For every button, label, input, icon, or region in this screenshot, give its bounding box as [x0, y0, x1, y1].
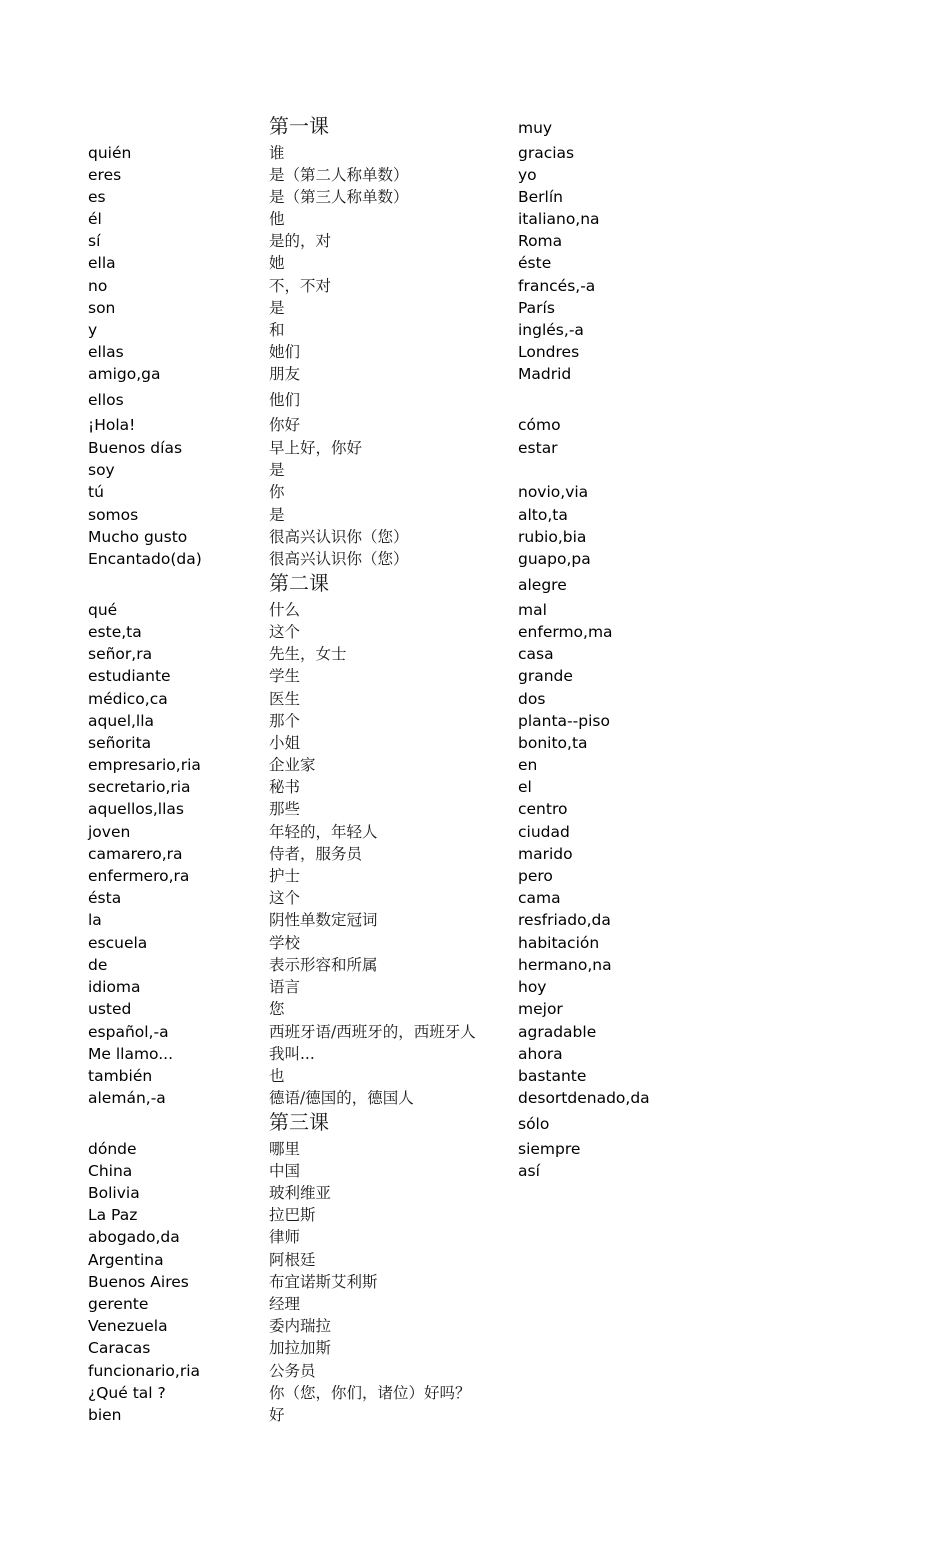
- spanish-word: secretario,ria: [88, 778, 191, 796]
- spanish-word-extra: gracias: [518, 144, 575, 162]
- spanish-word: ésta: [88, 889, 122, 907]
- chinese-meaning: 您: [269, 1000, 285, 1018]
- chinese-meaning: 那个: [269, 712, 301, 730]
- spanish-word: aquellos,llas: [88, 800, 184, 818]
- chinese-meaning: 什么: [269, 601, 301, 619]
- spanish-word-extra: hoy: [518, 978, 547, 996]
- spanish-word: ellas: [88, 343, 124, 361]
- spanish-word: médico,ca: [88, 690, 168, 708]
- spanish-word: escuela: [88, 934, 148, 952]
- spanish-word-extra: sólo: [518, 1115, 550, 1133]
- spanish-word-extra: casa: [518, 645, 554, 663]
- chinese-meaning: 他: [269, 210, 285, 228]
- spanish-word-extra: grande: [518, 667, 573, 685]
- spanish-word: estudiante: [88, 667, 171, 685]
- spanish-word: enfermero,ra: [88, 867, 190, 885]
- spanish-word: tú: [88, 483, 104, 501]
- spanish-word: funcionario,ria: [88, 1362, 201, 1380]
- chinese-meaning: 中国: [269, 1162, 301, 1180]
- spanish-word: Me llamo...: [88, 1045, 174, 1063]
- chinese-meaning: 布宜诺斯艾利斯: [269, 1273, 378, 1291]
- spanish-word: ellos: [88, 391, 124, 409]
- spanish-word: Encantado(da): [88, 550, 202, 568]
- chinese-meaning: 你（您，你们，诸位）好吗？: [269, 1384, 471, 1402]
- spanish-word-extra: bastante: [518, 1067, 587, 1085]
- chinese-meaning: 律师: [269, 1228, 301, 1246]
- chinese-meaning: 西班牙语/西班牙的，西班牙人: [269, 1023, 476, 1041]
- chinese-meaning: 我叫...: [269, 1045, 315, 1063]
- spanish-word: la: [88, 911, 102, 929]
- spanish-word: él: [88, 210, 102, 228]
- spanish-word: idioma: [88, 978, 141, 996]
- lesson-title: 第一课: [269, 114, 329, 138]
- chinese-meaning: 语言: [269, 978, 301, 996]
- spanish-word-extra: mejor: [518, 1000, 563, 1018]
- spanish-word: eres: [88, 166, 122, 184]
- spanish-word: y: [88, 321, 98, 339]
- chinese-meaning: 那些: [269, 800, 301, 818]
- spanish-word: español,-a: [88, 1023, 169, 1041]
- chinese-meaning: 是（第二人称单数）: [269, 166, 409, 184]
- spanish-word-extra: en: [518, 756, 538, 774]
- spanish-word: también: [88, 1067, 153, 1085]
- spanish-word-extra: Berlín: [518, 188, 563, 206]
- chinese-meaning: 是（第三人称单数）: [269, 188, 409, 206]
- chinese-meaning: 是的，对: [269, 232, 332, 250]
- chinese-meaning: 小姐: [269, 734, 301, 752]
- spanish-word: de: [88, 956, 108, 974]
- spanish-word: dónde: [88, 1140, 137, 1158]
- spanish-word-extra: pero: [518, 867, 553, 885]
- spanish-word-extra: yo: [518, 166, 537, 184]
- spanish-word: qué: [88, 601, 118, 619]
- chinese-meaning: 你: [269, 483, 285, 501]
- spanish-word-extra: muy: [518, 119, 553, 137]
- spanish-word: Venezuela: [88, 1317, 168, 1335]
- chinese-meaning: 护士: [269, 867, 301, 885]
- spanish-word: este,ta: [88, 623, 142, 641]
- chinese-meaning: 阴性单数定冠词: [269, 911, 378, 929]
- chinese-meaning: 医生: [269, 690, 301, 708]
- spanish-word-extra: francés,-a: [518, 277, 596, 295]
- spanish-word-extra: siempre: [518, 1140, 581, 1158]
- spanish-word: China: [88, 1162, 133, 1180]
- spanish-word-extra: inglés,-a: [518, 321, 584, 339]
- spanish-word-extra: centro: [518, 800, 568, 818]
- chinese-meaning: 朋友: [269, 365, 301, 383]
- lesson-title: 第二课: [269, 571, 329, 595]
- chinese-meaning: 她们: [269, 343, 301, 361]
- spanish-word-extra: el: [518, 778, 532, 796]
- spanish-word-extra: novio,via: [518, 483, 589, 501]
- chinese-meaning: 不，不对: [269, 277, 332, 295]
- chinese-meaning: 学生: [269, 667, 301, 685]
- spanish-word: camarero,ra: [88, 845, 183, 863]
- chinese-meaning: 公务员: [269, 1362, 316, 1380]
- spanish-word-extra: marido: [518, 845, 573, 863]
- chinese-meaning: 加拉加斯: [269, 1339, 332, 1357]
- spanish-word: gerente: [88, 1295, 149, 1313]
- spanish-word-extra: ahora: [518, 1045, 563, 1063]
- spanish-word: empresario,ria: [88, 756, 201, 774]
- spanish-word: La Paz: [88, 1206, 138, 1224]
- spanish-word: Buenos días: [88, 439, 183, 457]
- chinese-meaning: 这个: [269, 623, 301, 641]
- spanish-word-extra: bonito,ta: [518, 734, 588, 752]
- spanish-word-extra: cama: [518, 889, 561, 907]
- spanish-word-extra: dos: [518, 690, 546, 708]
- chinese-meaning: 是: [269, 461, 285, 479]
- chinese-meaning: 很高兴认识你（您）: [269, 528, 409, 546]
- spanish-word-extra: Madrid: [518, 365, 572, 383]
- spanish-word-extra: agradable: [518, 1023, 597, 1041]
- chinese-meaning: 表示形容和所属: [269, 956, 378, 974]
- chinese-meaning: 很高兴认识你（您）: [269, 550, 409, 568]
- spanish-word: ¡Hola!: [88, 416, 136, 434]
- spanish-word: alemán,-a: [88, 1089, 166, 1107]
- chinese-meaning: 先生，女士: [269, 645, 347, 663]
- spanish-word: Mucho gusto: [88, 528, 188, 546]
- spanish-word-extra: alto,ta: [518, 506, 568, 524]
- spanish-word: ¿Qué tal ?: [88, 1384, 166, 1402]
- spanish-word: no: [88, 277, 108, 295]
- chinese-meaning: 她: [269, 254, 285, 272]
- spanish-word-extra: ciudad: [518, 823, 570, 841]
- spanish-word-extra: hermano,na: [518, 956, 612, 974]
- spanish-word-extra: cómo: [518, 416, 561, 434]
- chinese-meaning: 是: [269, 299, 285, 317]
- chinese-meaning: 侍者，服务员: [269, 845, 363, 863]
- spanish-word: usted: [88, 1000, 132, 1018]
- chinese-meaning: 德语/德国的，德国人: [269, 1089, 414, 1107]
- chinese-meaning: 这个: [269, 889, 301, 907]
- spanish-word: señor,ra: [88, 645, 153, 663]
- spanish-word: somos: [88, 506, 139, 524]
- lesson-title: 第三课: [269, 1110, 329, 1134]
- spanish-word: bien: [88, 1406, 122, 1424]
- spanish-word-extra: guapo,pa: [518, 550, 591, 568]
- chinese-meaning: 好: [269, 1406, 285, 1424]
- chinese-meaning: 学校: [269, 934, 301, 952]
- spanish-word-extra: rubio,bia: [518, 528, 587, 546]
- spanish-word-extra: éste: [518, 254, 552, 272]
- spanish-word-extra: París: [518, 299, 555, 317]
- chinese-meaning: 和: [269, 321, 285, 339]
- spanish-word: ella: [88, 254, 116, 272]
- chinese-meaning: 谁: [269, 144, 285, 162]
- spanish-word-extra: habitación: [518, 934, 600, 952]
- chinese-meaning: 年轻的，年轻人: [269, 823, 378, 841]
- spanish-word: quién: [88, 144, 132, 162]
- chinese-meaning: 你好: [269, 416, 301, 434]
- spanish-word-extra: desortdenado,da: [518, 1089, 650, 1107]
- spanish-word: Caracas: [88, 1339, 151, 1357]
- spanish-word: amigo,ga: [88, 365, 161, 383]
- spanish-word: Buenos Aires: [88, 1273, 189, 1291]
- chinese-meaning: 也: [269, 1067, 285, 1085]
- chinese-meaning: 经理: [269, 1295, 301, 1313]
- spanish-word: Bolivia: [88, 1184, 140, 1202]
- chinese-meaning: 玻利维亚: [269, 1184, 332, 1202]
- spanish-word-extra: planta--piso: [518, 712, 610, 730]
- spanish-word: es: [88, 188, 106, 206]
- chinese-meaning: 拉巴斯: [269, 1206, 316, 1224]
- chinese-meaning: 是: [269, 506, 285, 524]
- chinese-meaning: 阿根廷: [269, 1251, 316, 1269]
- spanish-word: soy: [88, 461, 115, 479]
- chinese-meaning: 秘书: [269, 778, 301, 796]
- spanish-word: señorita: [88, 734, 152, 752]
- spanish-word-extra: enfermo,ma: [518, 623, 613, 641]
- chinese-meaning: 早上好，你好: [269, 439, 363, 457]
- spanish-word-extra: alegre: [518, 576, 567, 594]
- spanish-word: abogado,da: [88, 1228, 180, 1246]
- spanish-word: joven: [88, 823, 131, 841]
- spanish-word-extra: así: [518, 1162, 540, 1180]
- chinese-meaning: 哪里: [269, 1140, 301, 1158]
- chinese-meaning: 委内瑞拉: [269, 1317, 332, 1335]
- spanish-word-extra: Roma: [518, 232, 563, 250]
- spanish-word-extra: mal: [518, 601, 547, 619]
- spanish-word: sí: [88, 232, 101, 250]
- spanish-word: aquel,lla: [88, 712, 155, 730]
- spanish-word-extra: italiano,na: [518, 210, 600, 228]
- spanish-word-extra: resfriado,da: [518, 911, 611, 929]
- spanish-word: Argentina: [88, 1251, 164, 1269]
- spanish-word-extra: estar: [518, 439, 558, 457]
- spanish-word: son: [88, 299, 116, 317]
- chinese-meaning: 他们: [269, 391, 301, 409]
- chinese-meaning: 企业家: [269, 756, 316, 774]
- spanish-word-extra: Londres: [518, 343, 580, 361]
